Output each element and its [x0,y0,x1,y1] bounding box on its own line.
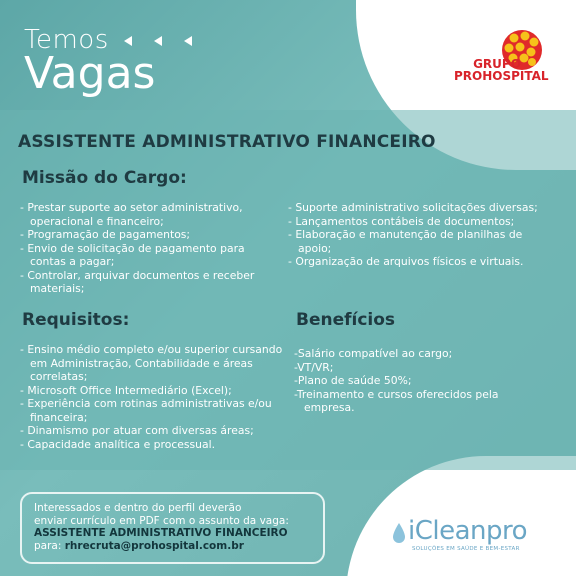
recruiting-email-link[interactable]: rhrecruta@prohospital.com.br [64,539,244,552]
missao-list-right [288,201,558,269]
list-item: - Capacidade analítica e processual. [20,437,216,451]
arrow-decoration [124,36,192,46]
logo-text-line2: PROHOSPITAL [454,69,549,83]
list-item: - Programação de pagamentos; [20,228,191,241]
list-item: - Ensino médio completo e/ou superior cursando em Administração, Contabilidade e áreas correlatas; [20,343,283,383]
list-item: - Lançamentos contábeis de documentos; [288,214,515,228]
cta-para-label: para: [34,539,62,552]
list-item: - Suporte administrativo solicitações diversas; [288,201,538,214]
list-item: -Treinamento e cursos oferecidos pela empresa. [294,387,499,414]
hero-line-2: Vagas [24,48,156,99]
list-item: - Controlar, arquivar documentos e receber materiais; [20,268,255,295]
hero-line-1: Temos [24,25,109,55]
arrow-left-icon [154,36,162,46]
requisitos-heading: Requisitos: [22,310,130,330]
cta-email-line [34,540,311,553]
application-instructions-box [20,492,325,564]
list-item: - Elaboração e manutenção de planilhas de apoio; [288,228,523,255]
arrow-left-icon [184,36,192,46]
logo-text-line1: GRUPO [473,57,521,71]
grupo-prohospital-logo [454,28,554,88]
water-drop-icon [392,522,406,544]
cta-line-2: enviar currículo em PDF com o assunto da vaga: [34,514,289,527]
cta-subject: ASSISTENTE ADMINISTRATIVO FINANCEIRO [34,527,288,539]
beneficios-heading: Benefícios [296,310,396,330]
beneficios-list [294,347,544,415]
icleanpro-tagline: SOLUÇÕES EM SAÚDE E BEM-ESTAR [412,546,520,552]
list-item: -Plano de saúde 50%; [294,374,412,387]
icleanpro-brand-name: iCleanpro [408,516,528,546]
logo-text [454,57,549,83]
list-item: - Organização de arquivos físicos e virtuais. [288,255,524,268]
missao-list-left [20,201,282,296]
list-item: - Experiência com rotinas administrativas e/ou financeira; [20,397,272,424]
arrow-left-icon [124,36,132,46]
icleanpro-logo [392,518,527,544]
job-title: ASSISTENTE ADMINISTRATIVO FINANCEIRO [18,132,436,152]
list-item: -Salário compatível ao cargo; [294,347,453,360]
requisitos-list [20,343,290,451]
list-item: - Envio de solicitação de pagamento para contas a pagar; [20,241,245,268]
list-item: - Dinamismo por atuar com diversas áreas; [20,424,254,437]
list-item: -VT/VR; [294,360,334,374]
list-item: - Prestar suporte ao setor administrativo, operacional e financeiro; [20,201,243,228]
cta-line-1: Interessados e dentro do perfil deverão [34,502,242,514]
list-item: - Microsoft Office Intermediário (Excel); [20,383,232,397]
missao-heading: Missão do Cargo: [22,168,187,188]
